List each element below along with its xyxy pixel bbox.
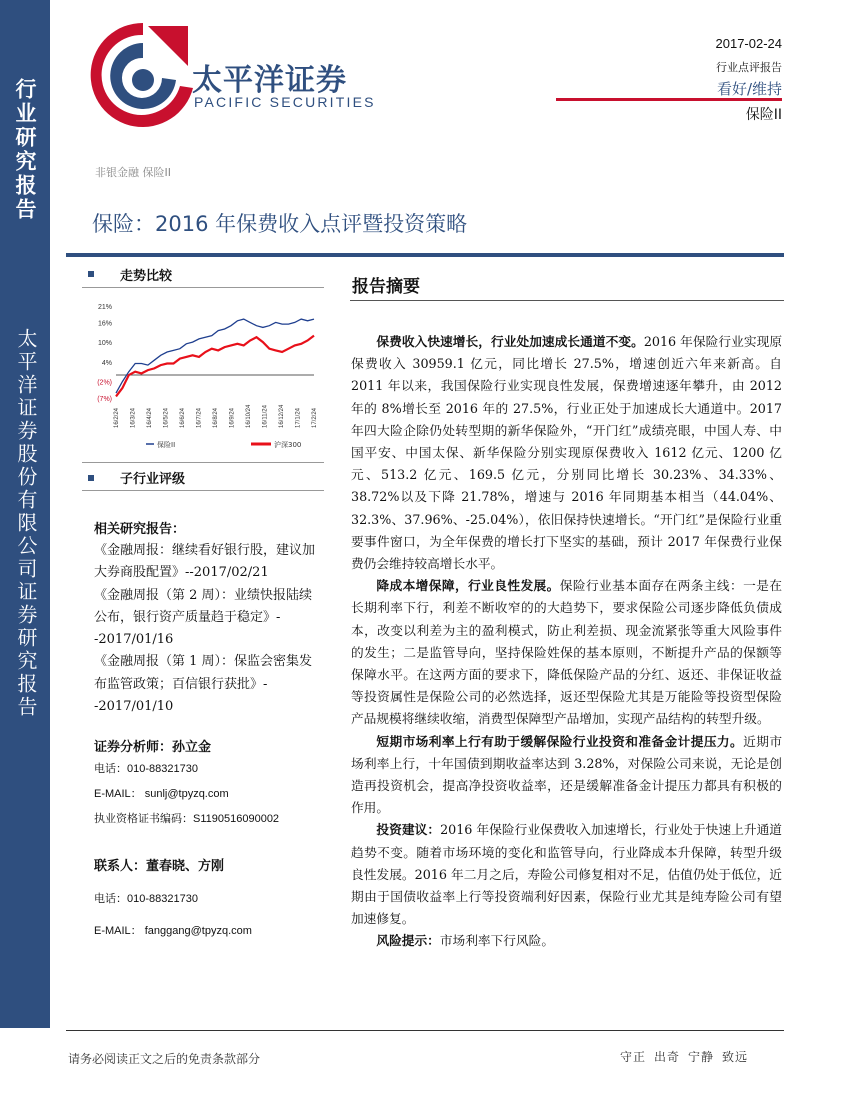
motto-word: 宁静 — [688, 1050, 715, 1064]
related-report-item[interactable]: 《金融周报（第 2 周）：业绩快报陆续公布，银行资产质量趋于稳定》--2017/01/16 — [94, 587, 313, 648]
logo-mark-icon — [88, 18, 198, 138]
paragraph-text: 2016 年保险行业实现原保费收入 30959.1 亿元，同比增长 27.5%，增速创近六年来新高。自 2011 年以来，我国保险行业实现良性发展，保费增速逐年攀升，由 2012 年的 8%增长至 2016 年的 27.5%，行业正处于加速成长大通道中。2017 年四大险企除仍处转型期的新华保险外，“开门红”成绩亮眼，中国人寿、中国平安、中国太保、新华保险分别实现原保费收入 1612 亿元、1200 亿元、513.2 亿元、169.5 亿元，分别同比增长 30.23%、34.33%、38.72%以及下降 21.78%，增速与 2016 年同期基本相当（44.04%、32.3%、37.96%、-25.04%），依旧保持快速增长。“开门红”是保险行业重要事件窗口，为全年保费的增长打下坚实的基础，预计 2017 年保费行业保费仍会维持较高增长水平。 — [351, 334, 783, 572]
x-tick-label: 17/1/24 — [295, 407, 302, 428]
paragraph-text: 市场利率下行风险。 — [439, 933, 555, 949]
breadcrumb: 非银金融 保险II — [95, 166, 171, 179]
paragraph-lead: 投资建议： — [376, 822, 441, 838]
paragraph-lead: 保费收入快速增长，行业处加速成长通道不变。 — [376, 334, 644, 349]
x-tick-label: 16/2/24 — [114, 407, 120, 428]
related-reports-title: 相关研究报告： — [94, 522, 186, 537]
motto-word: 出奇 — [654, 1050, 681, 1064]
footer-disclaimer: 请务必阅读正文之后的免责条款部分 — [68, 1052, 261, 1066]
summary-paragraph — [351, 575, 782, 730]
section-divider — [82, 462, 324, 463]
related-report-item[interactable]: 《金融周报：继续看好银行股，建议加大券商股配置》--2017/02/21 — [94, 543, 316, 581]
summary-body — [351, 331, 782, 953]
analyst-email[interactable]: E-MAIL： sunlj@tpyzq.com — [94, 788, 229, 800]
paragraph-lead: 短期市场利率上行有助于缓解保险行业投资和准备金计提压力。 — [376, 733, 744, 749]
summary-divider — [350, 300, 784, 301]
header-accent-line — [556, 98, 782, 101]
paragraph-text: 保险行业基本面存在两条主线：一是在长期利率下行，利差不断收窄的的大趋势下，要求保险公司逐步降低负债成本，改变以利差为主的盈利模式，防止利差损、现金流紧张等重大风险事件的发生；二是监管导向，坚持保险姓保的基本原则，不断提升产品的保额等保障水平。在这两方面的要求下，降低保险产品的分红、返还、非保证收益等投资属性是保险公司的必然选择，返还型保险尤其是万能险等投资型保险产品规模将继续收缩，消费型保障型产品增加，实现产品结构的转型升级。 — [351, 578, 783, 727]
contact-title: 联系人：董春晓、方刚 — [94, 859, 225, 874]
report-date: 2017-02-24 — [715, 36, 782, 51]
x-tick-label: 16/11/24 — [262, 405, 269, 428]
industry-rating: 看好/维持 — [716, 80, 782, 98]
page-title: 保险：2016 年保费收入点评暨投资策略 — [92, 212, 468, 236]
x-tick-label: 16/10/24 — [246, 404, 252, 428]
summary-paragraph — [351, 731, 782, 820]
analyst-title: 证券分析师：孙立金 — [94, 740, 212, 755]
paragraph-lead: 风险提示： — [376, 933, 440, 949]
logo-name-en: PACIFIC SECURITIES — [194, 94, 376, 110]
sector-label: 保险II — [745, 107, 782, 123]
sidebar-top-text: 行业研究报告 — [13, 78, 38, 222]
x-tick-label: 16/8/24 — [213, 407, 219, 428]
paragraph-text: 近期市场利率上行，十年国债到期收益率达到 3.28%，对保险公司来说，无论是创造再投资机会，提高净投资收益率，还是缓解准备金计提压力都具有积极的作用。 — [351, 733, 783, 816]
x-tick-label: 16/12/24 — [279, 404, 285, 428]
footer-motto — [620, 1048, 756, 1065]
series-line-2 — [116, 336, 314, 397]
x-tick-label: 17/2/24 — [312, 407, 318, 428]
summary-title: 报告摘要 — [352, 277, 420, 297]
sidebar-top-banner — [0, 0, 50, 258]
y-tick-label: 4% — [101, 359, 112, 367]
related-reports-list — [94, 540, 324, 718]
y-tick-label: (7%) — [97, 396, 112, 403]
section-bullet-icon — [88, 475, 94, 481]
motto-word: 致远 — [722, 1050, 749, 1064]
paragraph-text: 2016 年保险行业保费收入加速增长，行业处于快速上升通道趋势不变。随着市场环境的变化和监管导向，行业降成本升保障，转型升级良性发展。2016 年二月之后，寿险公司修复相对不足，估值仍处于低位，近期由于国债收益率上行等投资端利好因素，保险行业尤其是纯寿险公司有望加速修复。 — [351, 822, 782, 927]
analyst-cert: 执业资格证书编码：S1190516090002 — [94, 813, 280, 825]
x-tick-label: 16/5/24 — [163, 407, 170, 428]
related-report-item[interactable]: 《金融周报（第 1 周）：保监会密集发布监管政策；百信银行获批》--2017/01/10 — [94, 654, 313, 715]
motto-word: 守正 — [620, 1050, 647, 1064]
report-type: 行业点评报告 — [716, 61, 782, 74]
section-bullet-icon — [88, 271, 94, 277]
paragraph-lead: 降成本增保障，行业良性发展。 — [376, 578, 560, 594]
analyst-phone: 电话：010-88321730 — [94, 763, 198, 775]
title-rule — [66, 253, 784, 257]
logo-name-cn: 太平洋证券 — [192, 63, 347, 98]
trend-title: 走势比较 — [120, 269, 173, 284]
summary-paragraph — [351, 819, 782, 930]
legend-label: 保险II — [157, 441, 176, 449]
y-tick-label: 10% — [97, 340, 112, 348]
x-tick-label: 16/3/24 — [130, 407, 137, 428]
footer-rule — [66, 1030, 784, 1031]
summary-paragraph — [351, 331, 782, 575]
contact-email[interactable]: E-MAIL： fanggang@tpyzq.com — [94, 925, 252, 937]
y-tick-label: 16% — [97, 320, 112, 328]
x-tick-label: 16/9/24 — [229, 407, 236, 428]
trend-chart — [86, 298, 326, 458]
y-tick-label: (2%) — [97, 379, 112, 387]
x-tick-label: 16/6/24 — [180, 407, 186, 428]
sidebar-bottom-banner — [0, 258, 50, 1028]
sidebar-bottom-text: 太平洋证券股份有限公司证券研究报告 — [14, 328, 38, 719]
legend-label: 沪深300 — [274, 441, 302, 449]
series-line-1 — [116, 319, 314, 393]
x-tick-label: 16/4/24 — [147, 407, 153, 428]
y-tick-label: 21% — [97, 304, 112, 311]
contact-phone: 电话：010-88321730 — [94, 893, 198, 905]
section-divider — [82, 490, 324, 491]
rating-title: 子行业评级 — [120, 472, 186, 487]
summary-paragraph — [351, 930, 782, 952]
section-divider — [82, 287, 324, 288]
company-logo — [88, 18, 388, 138]
x-tick-label: 16/7/24 — [196, 407, 203, 428]
